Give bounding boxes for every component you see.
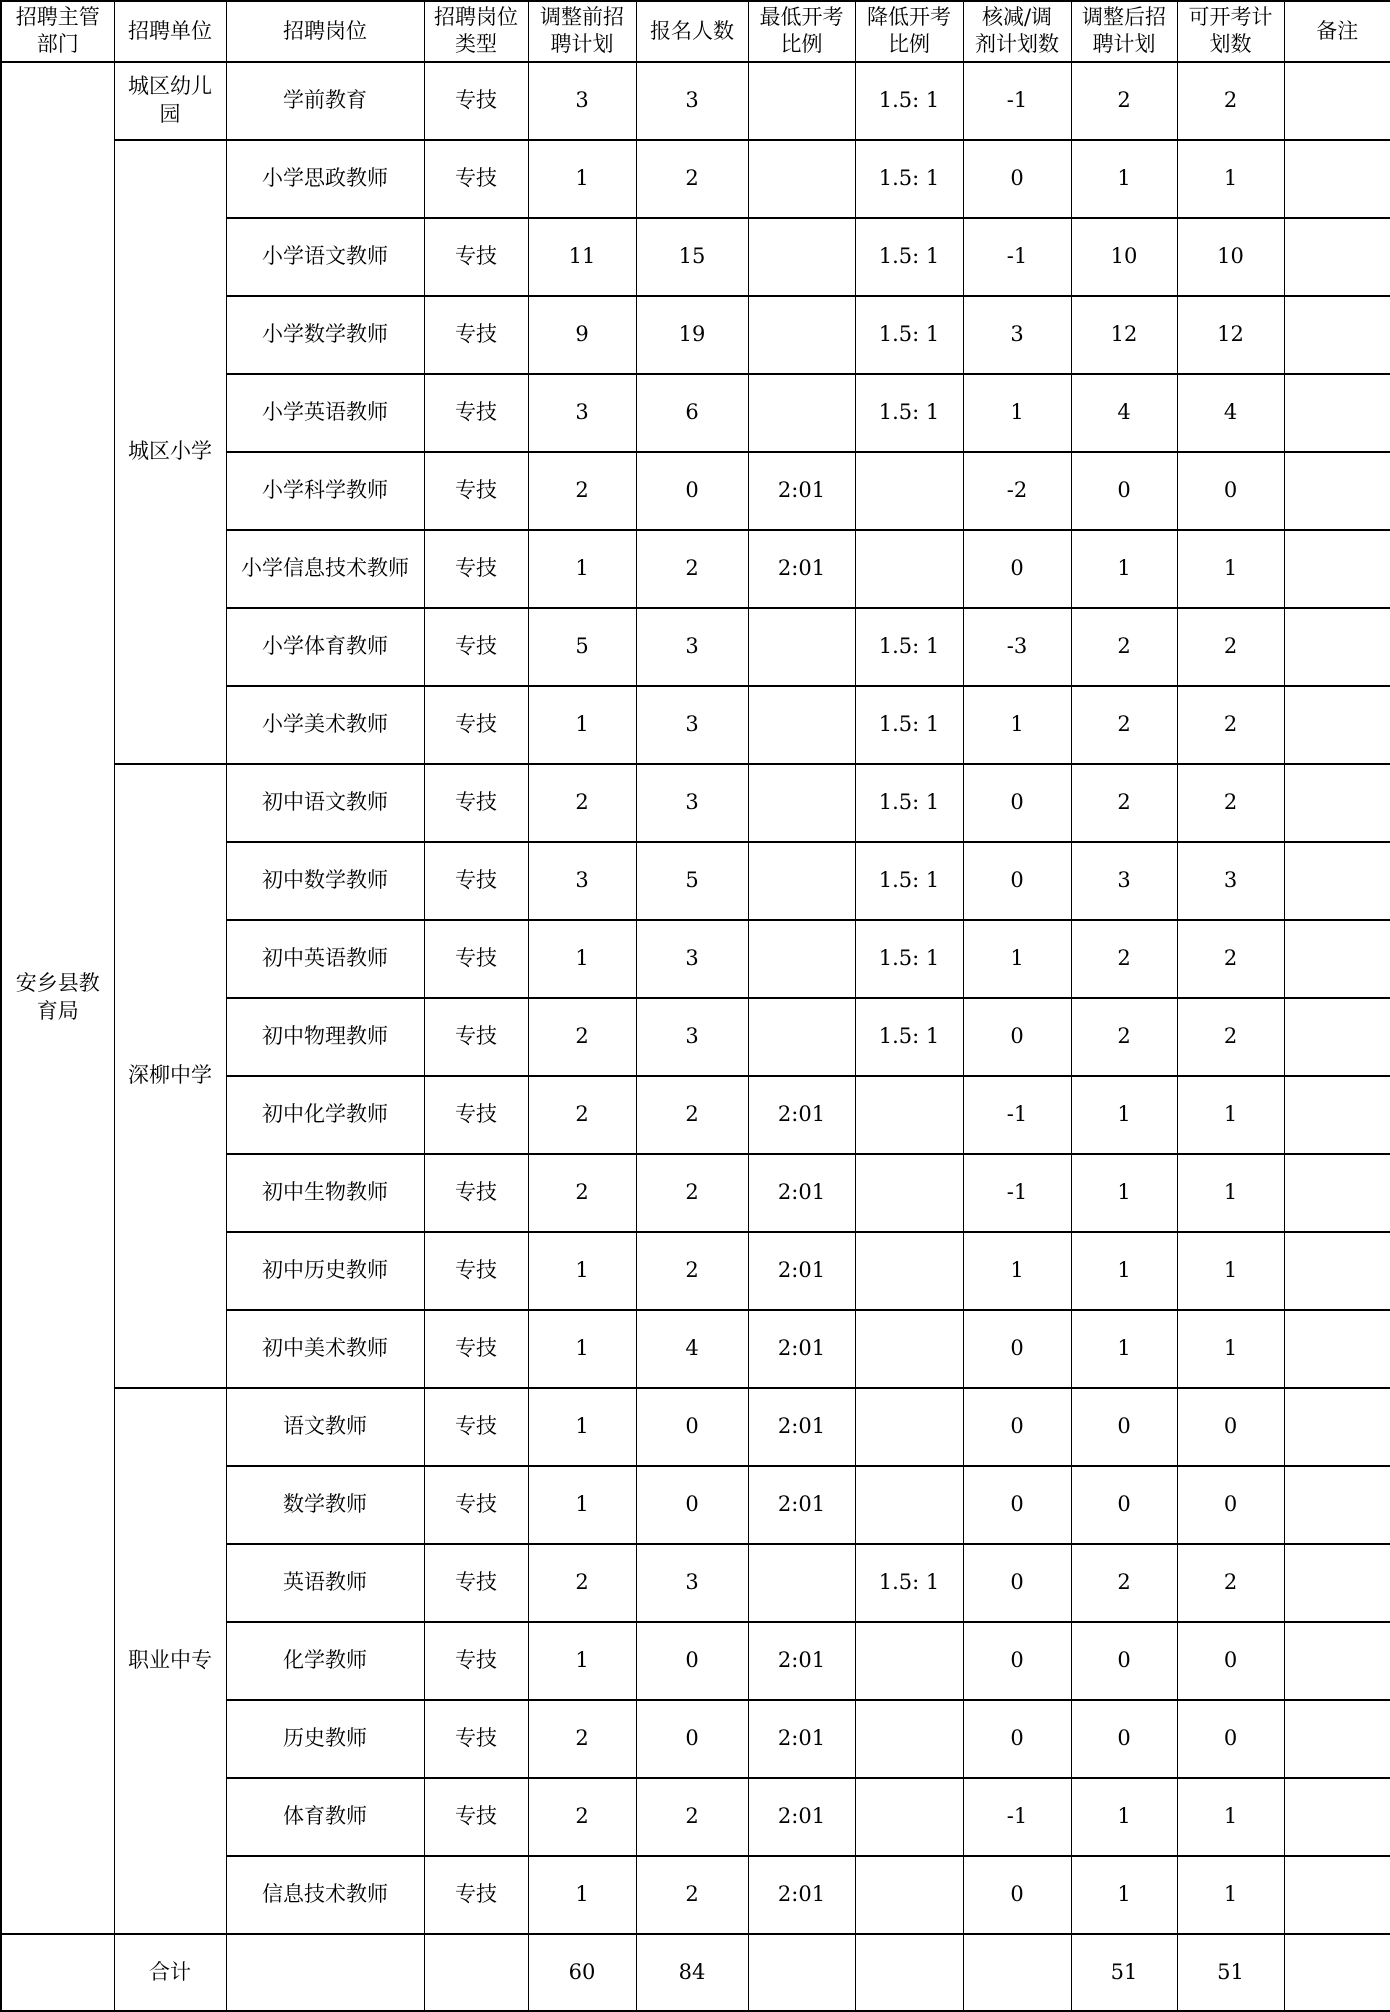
cell-applicants: 5	[636, 842, 748, 920]
cell-min-ratio: 2:01	[748, 1856, 855, 1934]
cell-exam-plan: 1	[1177, 1310, 1284, 1388]
cell-adjust: 0	[963, 1856, 1071, 1934]
cell-exam-plan: 2	[1177, 764, 1284, 842]
cell-min-ratio: 2:01	[748, 1388, 855, 1466]
cell-exam-plan: 2	[1177, 920, 1284, 998]
cell-lower-ratio	[855, 1310, 963, 1388]
cell-adjust: -2	[963, 452, 1071, 530]
cell-type: 专技	[424, 1622, 528, 1700]
cell-position: 数学教师	[226, 1466, 424, 1544]
cell-type: 专技	[424, 764, 528, 842]
cell-exam-plan: 2	[1177, 998, 1284, 1076]
cell-applicants: 0	[636, 1388, 748, 1466]
cell-type: 专技	[424, 1310, 528, 1388]
header-position: 招聘岗位	[226, 1, 424, 62]
cell-adjust	[963, 1934, 1071, 2011]
cell-adjust: -1	[963, 1076, 1071, 1154]
cell-remark	[1284, 62, 1390, 140]
header-min-ratio: 最低开考比例	[748, 1, 855, 62]
header-unit: 招聘单位	[114, 1, 226, 62]
cell-min-ratio: 2:01	[748, 1310, 855, 1388]
cell-post-plan: 4	[1071, 374, 1177, 452]
cell-exam-plan: 0	[1177, 1466, 1284, 1544]
cell-pre-plan: 1	[528, 1856, 636, 1934]
table-body	[1, 62, 1390, 2011]
cell-min-ratio	[748, 842, 855, 920]
header-pre-plan: 调整前招聘计划	[528, 1, 636, 62]
cell-remark	[1284, 140, 1390, 218]
cell-exam-plan: 1	[1177, 1856, 1284, 1934]
cell-remark	[1284, 608, 1390, 686]
cell-lower-ratio: 1.5: 1	[855, 296, 963, 374]
cell-lower-ratio: 1.5: 1	[855, 62, 963, 140]
cell-post-plan: 10	[1071, 218, 1177, 296]
header-row	[1, 1, 1390, 62]
cell-pre-plan: 1	[528, 140, 636, 218]
cell-applicants: 0	[636, 1700, 748, 1778]
cell-remark	[1284, 842, 1390, 920]
cell-adjust: 0	[963, 842, 1071, 920]
cell-remark	[1284, 686, 1390, 764]
cell-adjust: 1	[963, 686, 1071, 764]
cell-position: 英语教师	[226, 1544, 424, 1622]
cell-remark	[1284, 1232, 1390, 1310]
cell-exam-plan: 0	[1177, 1622, 1284, 1700]
cell-post-plan: 2	[1071, 764, 1177, 842]
cell-pre-plan: 2	[528, 1700, 636, 1778]
cell-type: 专技	[424, 842, 528, 920]
cell-pre-plan: 2	[528, 1778, 636, 1856]
cell-position: 初中物理教师	[226, 998, 424, 1076]
cell-pre-plan: 1	[528, 920, 636, 998]
cell-remark	[1284, 1700, 1390, 1778]
cell-department: 安乡县教育局	[1, 62, 114, 1934]
cell-remark	[1284, 1076, 1390, 1154]
cell-lower-ratio	[855, 1934, 963, 2011]
cell-unit: 城区幼儿园	[114, 62, 226, 140]
cell-remark	[1284, 920, 1390, 998]
cell-remark	[1284, 530, 1390, 608]
table-row	[1, 764, 1390, 842]
cell-applicants: 15	[636, 218, 748, 296]
cell-pre-plan: 1	[528, 1232, 636, 1310]
cell-min-ratio: 2:01	[748, 1700, 855, 1778]
header-applicants: 报名人数	[636, 1, 748, 62]
cell-lower-ratio	[855, 1856, 963, 1934]
cell-exam-plan: 1	[1177, 1076, 1284, 1154]
cell-min-ratio: 2:01	[748, 1154, 855, 1232]
cell-exam-plan: 2	[1177, 62, 1284, 140]
cell-remark	[1284, 1154, 1390, 1232]
cell-applicants: 2	[636, 1076, 748, 1154]
cell-post-plan: 0	[1071, 1622, 1177, 1700]
cell-pre-plan: 1	[528, 1622, 636, 1700]
cell-position: 初中生物教师	[226, 1154, 424, 1232]
cell-position: 初中化学教师	[226, 1076, 424, 1154]
cell-type: 专技	[424, 452, 528, 530]
cell-position: 初中数学教师	[226, 842, 424, 920]
cell-remark	[1284, 1856, 1390, 1934]
cell-applicants: 2	[636, 140, 748, 218]
cell-min-ratio	[748, 1544, 855, 1622]
cell-lower-ratio: 1.5: 1	[855, 140, 963, 218]
cell-type: 专技	[424, 1076, 528, 1154]
cell-pre-plan: 1	[528, 686, 636, 764]
cell-post-plan: 2	[1071, 1544, 1177, 1622]
cell-lower-ratio: 1.5: 1	[855, 1544, 963, 1622]
cell-position: 小学数学教师	[226, 296, 424, 374]
cell-lower-ratio	[855, 1778, 963, 1856]
cell-applicants: 3	[636, 686, 748, 764]
cell-remark	[1284, 218, 1390, 296]
cell-position: 小学语文教师	[226, 218, 424, 296]
cell-applicants: 2	[636, 1856, 748, 1934]
cell-pre-plan: 2	[528, 452, 636, 530]
cell-type: 专技	[424, 140, 528, 218]
cell-pre-plan: 1	[528, 1466, 636, 1544]
cell-remark	[1284, 1466, 1390, 1544]
cell-adjust: 1	[963, 374, 1071, 452]
cell-pre-plan: 1	[528, 530, 636, 608]
cell-pre-plan: 2	[528, 1076, 636, 1154]
cell-pre-plan: 3	[528, 374, 636, 452]
cell-lower-ratio: 1.5: 1	[855, 218, 963, 296]
cell-exam-plan: 1	[1177, 1778, 1284, 1856]
table-row	[1, 1388, 1390, 1466]
cell-lower-ratio: 1.5: 1	[855, 374, 963, 452]
cell-post-plan: 1	[1071, 1778, 1177, 1856]
cell-lower-ratio	[855, 1232, 963, 1310]
cell-exam-plan: 2	[1177, 608, 1284, 686]
cell-min-ratio	[748, 1934, 855, 2011]
cell-adjust: 0	[963, 140, 1071, 218]
cell-position: 初中英语教师	[226, 920, 424, 998]
cell-department-blank	[1, 1934, 114, 2011]
cell-min-ratio	[748, 608, 855, 686]
cell-lower-ratio	[855, 1076, 963, 1154]
cell-exam-plan: 1	[1177, 1232, 1284, 1310]
cell-post-plan: 1	[1071, 1076, 1177, 1154]
cell-lower-ratio: 1.5: 1	[855, 686, 963, 764]
cell-post-plan: 2	[1071, 686, 1177, 764]
cell-position: 信息技术教师	[226, 1856, 424, 1934]
cell-remark	[1284, 1388, 1390, 1466]
cell-post-plan: 3	[1071, 842, 1177, 920]
cell-post-plan: 1	[1071, 1856, 1177, 1934]
cell-min-ratio	[748, 218, 855, 296]
cell-pre-plan: 1	[528, 1388, 636, 1466]
cell-type: 专技	[424, 608, 528, 686]
cell-type: 专技	[424, 998, 528, 1076]
header-exam-plan: 可开考计划数	[1177, 1, 1284, 62]
cell-remark	[1284, 452, 1390, 530]
cell-lower-ratio	[855, 1388, 963, 1466]
cell-position: 小学体育教师	[226, 608, 424, 686]
cell-adjust: 0	[963, 1544, 1071, 1622]
cell-position	[226, 1934, 424, 2011]
cell-pre-plan: 2	[528, 1544, 636, 1622]
cell-applicants: 0	[636, 452, 748, 530]
cell-adjust: 0	[963, 1388, 1071, 1466]
cell-position: 学前教育	[226, 62, 424, 140]
cell-pre-plan: 2	[528, 1154, 636, 1232]
cell-adjust: 0	[963, 764, 1071, 842]
cell-post-plan: 0	[1071, 1466, 1177, 1544]
cell-type: 专技	[424, 62, 528, 140]
cell-type: 专技	[424, 1856, 528, 1934]
cell-type	[424, 1934, 528, 2011]
cell-applicants: 19	[636, 296, 748, 374]
cell-adjust: 0	[963, 1622, 1071, 1700]
cell-lower-ratio	[855, 452, 963, 530]
cell-applicants: 3	[636, 998, 748, 1076]
cell-total-label: 合计	[114, 1934, 226, 2011]
table-row	[1, 140, 1390, 218]
cell-remark	[1284, 296, 1390, 374]
cell-type: 专技	[424, 1700, 528, 1778]
cell-min-ratio	[748, 686, 855, 764]
cell-applicants: 84	[636, 1934, 748, 2011]
cell-applicants: 2	[636, 1232, 748, 1310]
cell-exam-plan: 1	[1177, 530, 1284, 608]
table-header	[1, 1, 1390, 62]
cell-pre-plan: 1	[528, 1310, 636, 1388]
cell-lower-ratio	[855, 1154, 963, 1232]
cell-adjust: -1	[963, 1778, 1071, 1856]
cell-min-ratio	[748, 296, 855, 374]
cell-exam-plan: 2	[1177, 686, 1284, 764]
cell-pre-plan: 3	[528, 842, 636, 920]
cell-lower-ratio: 1.5: 1	[855, 920, 963, 998]
cell-remark	[1284, 764, 1390, 842]
cell-exam-plan: 0	[1177, 452, 1284, 530]
cell-type: 专技	[424, 920, 528, 998]
cell-applicants: 0	[636, 1466, 748, 1544]
cell-min-ratio	[748, 62, 855, 140]
cell-type: 专技	[424, 1154, 528, 1232]
cell-remark	[1284, 998, 1390, 1076]
cell-post-plan: 12	[1071, 296, 1177, 374]
cell-unit: 深柳中学	[114, 764, 226, 1388]
cell-lower-ratio: 1.5: 1	[855, 608, 963, 686]
header-position-type: 招聘岗位类型	[424, 1, 528, 62]
cell-adjust: 1	[963, 1232, 1071, 1310]
cell-min-ratio	[748, 140, 855, 218]
cell-exam-plan: 2	[1177, 1544, 1284, 1622]
cell-lower-ratio: 1.5: 1	[855, 842, 963, 920]
cell-post-plan: 1	[1071, 1310, 1177, 1388]
header-remark: 备注	[1284, 1, 1390, 62]
cell-exam-plan: 0	[1177, 1388, 1284, 1466]
cell-unit: 职业中专	[114, 1388, 226, 1934]
cell-position: 初中历史教师	[226, 1232, 424, 1310]
cell-min-ratio	[748, 764, 855, 842]
cell-exam-plan: 1	[1177, 1154, 1284, 1232]
cell-pre-plan: 60	[528, 1934, 636, 2011]
cell-pre-plan: 3	[528, 62, 636, 140]
cell-applicants: 2	[636, 1154, 748, 1232]
cell-applicants: 2	[636, 1778, 748, 1856]
cell-lower-ratio: 1.5: 1	[855, 764, 963, 842]
cell-post-plan: 2	[1071, 920, 1177, 998]
cell-min-ratio: 2:01	[748, 1778, 855, 1856]
cell-remark	[1284, 1544, 1390, 1622]
cell-post-plan: 0	[1071, 1388, 1177, 1466]
cell-exam-plan: 3	[1177, 842, 1284, 920]
cell-exam-plan: 0	[1177, 1700, 1284, 1778]
cell-exam-plan: 12	[1177, 296, 1284, 374]
cell-adjust: 0	[963, 1310, 1071, 1388]
cell-position: 小学思政教师	[226, 140, 424, 218]
cell-min-ratio: 2:01	[748, 1076, 855, 1154]
cell-exam-plan: 51	[1177, 1934, 1284, 2011]
cell-position: 初中语文教师	[226, 764, 424, 842]
cell-adjust: -1	[963, 62, 1071, 140]
cell-applicants: 3	[636, 764, 748, 842]
cell-pre-plan: 2	[528, 764, 636, 842]
cell-lower-ratio: 1.5: 1	[855, 998, 963, 1076]
cell-applicants: 0	[636, 1622, 748, 1700]
cell-min-ratio: 2:01	[748, 530, 855, 608]
cell-min-ratio: 2:01	[748, 1232, 855, 1310]
cell-pre-plan: 11	[528, 218, 636, 296]
cell-pre-plan: 5	[528, 608, 636, 686]
cell-adjust: 0	[963, 998, 1071, 1076]
cell-remark	[1284, 1934, 1390, 2011]
cell-type: 专技	[424, 686, 528, 764]
cell-post-plan: 0	[1071, 452, 1177, 530]
cell-exam-plan: 4	[1177, 374, 1284, 452]
cell-adjust: 0	[963, 1466, 1071, 1544]
cell-post-plan: 51	[1071, 1934, 1177, 2011]
cell-pre-plan: 2	[528, 998, 636, 1076]
cell-lower-ratio	[855, 1700, 963, 1778]
cell-exam-plan: 10	[1177, 218, 1284, 296]
cell-type: 专技	[424, 374, 528, 452]
cell-position: 小学美术教师	[226, 686, 424, 764]
cell-position: 体育教师	[226, 1778, 424, 1856]
header-post-plan: 调整后招聘计划	[1071, 1, 1177, 62]
cell-post-plan: 2	[1071, 608, 1177, 686]
cell-min-ratio	[748, 374, 855, 452]
header-lower-ratio: 降低开考比例	[855, 1, 963, 62]
cell-adjust: 1	[963, 920, 1071, 998]
cell-adjust: -1	[963, 1154, 1071, 1232]
cell-position: 初中美术教师	[226, 1310, 424, 1388]
cell-min-ratio	[748, 998, 855, 1076]
cell-position: 化学教师	[226, 1622, 424, 1700]
cell-type: 专技	[424, 1232, 528, 1310]
cell-type: 专技	[424, 1544, 528, 1622]
cell-type: 专技	[424, 296, 528, 374]
cell-position: 小学信息技术教师	[226, 530, 424, 608]
cell-post-plan: 0	[1071, 1700, 1177, 1778]
cell-pre-plan: 9	[528, 296, 636, 374]
cell-adjust: -3	[963, 608, 1071, 686]
cell-applicants: 3	[636, 920, 748, 998]
cell-applicants: 6	[636, 374, 748, 452]
cell-applicants: 3	[636, 608, 748, 686]
cell-lower-ratio	[855, 1622, 963, 1700]
cell-remark	[1284, 1622, 1390, 1700]
cell-lower-ratio	[855, 1466, 963, 1544]
cell-position: 小学科学教师	[226, 452, 424, 530]
cell-applicants: 4	[636, 1310, 748, 1388]
cell-post-plan: 1	[1071, 530, 1177, 608]
cell-post-plan: 2	[1071, 62, 1177, 140]
cell-min-ratio: 2:01	[748, 1466, 855, 1544]
cell-applicants: 3	[636, 62, 748, 140]
cell-lower-ratio	[855, 530, 963, 608]
cell-remark	[1284, 1778, 1390, 1856]
cell-applicants: 3	[636, 1544, 748, 1622]
cell-position: 历史教师	[226, 1700, 424, 1778]
cell-type: 专技	[424, 530, 528, 608]
cell-remark	[1284, 374, 1390, 452]
cell-min-ratio: 2:01	[748, 452, 855, 530]
cell-post-plan: 1	[1071, 1154, 1177, 1232]
cell-adjust: 0	[963, 1700, 1071, 1778]
cell-position: 语文教师	[226, 1388, 424, 1466]
cell-remark	[1284, 1310, 1390, 1388]
total-row	[1, 1934, 1390, 2011]
cell-applicants: 2	[636, 530, 748, 608]
cell-type: 专技	[424, 1388, 528, 1466]
cell-min-ratio: 2:01	[748, 1622, 855, 1700]
header-department: 招聘主管部门	[1, 1, 114, 62]
header-adjust: 核减/调剂计划数	[963, 1, 1071, 62]
cell-type: 专技	[424, 1778, 528, 1856]
cell-adjust: 3	[963, 296, 1071, 374]
cell-post-plan: 2	[1071, 998, 1177, 1076]
cell-post-plan: 1	[1071, 1232, 1177, 1310]
cell-post-plan: 1	[1071, 140, 1177, 218]
cell-type: 专技	[424, 218, 528, 296]
cell-exam-plan: 1	[1177, 140, 1284, 218]
cell-unit: 城区小学	[114, 140, 226, 764]
cell-type: 专技	[424, 1466, 528, 1544]
cell-min-ratio	[748, 920, 855, 998]
cell-adjust: -1	[963, 218, 1071, 296]
table-row	[1, 62, 1390, 140]
cell-adjust: 0	[963, 530, 1071, 608]
cell-position: 小学英语教师	[226, 374, 424, 452]
